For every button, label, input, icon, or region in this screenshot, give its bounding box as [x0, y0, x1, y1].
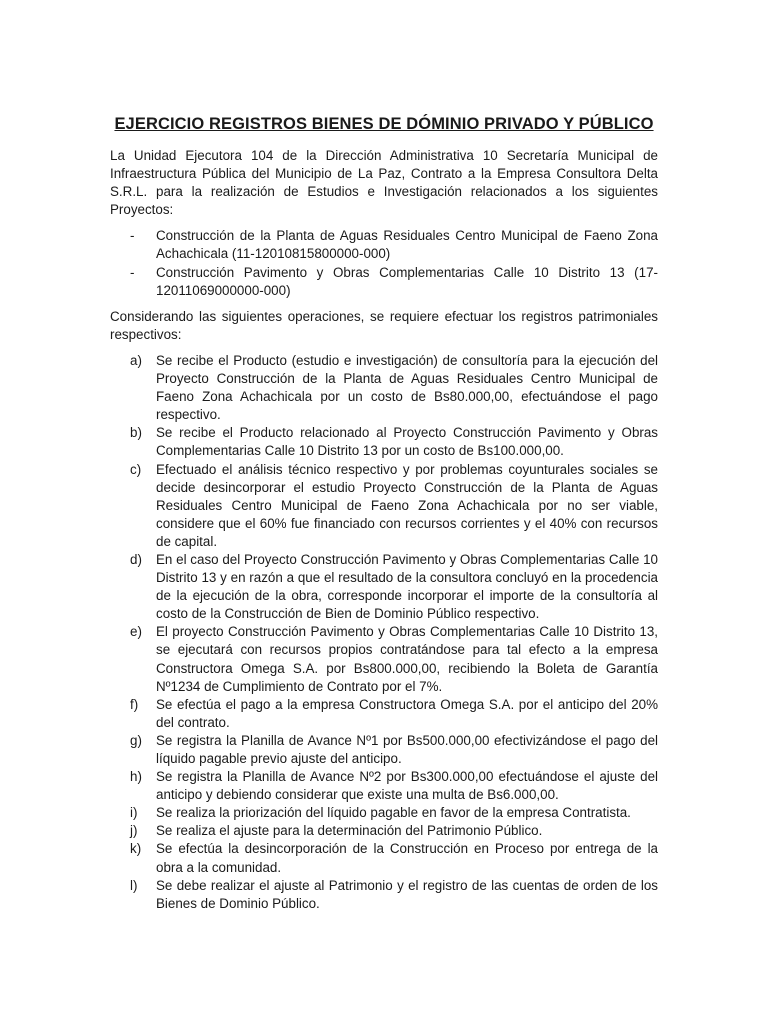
project-text: Construcción de la Planta de Aguas Residuales Centro Municipal de Faeno Zona Achachicala (11-12010815800000-000)	[156, 228, 658, 262]
operation-text: Se efectúa el pago a la empresa Constructora Omega S.A. por el anticipo del 20% del contrato.	[156, 696, 658, 730]
operation-item-d	[110, 551, 658, 623]
operation-text: Efectuado el análisis técnico respectivo y por problemas coyunturales sociales se decide desincorporar el estudio Proyecto Construcción de la Planta de Aguas Residuales Centro Municipal de Faeno Zona Achachicala por no ser viable, considere que el 60% fue financiado con recursos corrientes y el 40% con recursos de capital.	[156, 461, 658, 549]
operation-item-i	[110, 804, 658, 822]
operation-item-j	[110, 822, 658, 840]
operation-marker: c)	[130, 461, 142, 477]
project-item	[110, 227, 658, 263]
operation-text: El proyecto Construcción Pavimento y Obras Complementarias Calle 10 Distrito 13, se ejecutará con recursos propios contratándose para tal efecto a la empresa Constructora Omega S.A. por Bs800.000,00, recibiendo la Boleta de Garantía Nº1234 de Cumplimiento de Contrato por el 7%.	[156, 624, 658, 694]
operation-item-f	[110, 696, 658, 732]
operation-text: Se realiza el ajuste para la determinación del Patrimonio Público.	[156, 823, 543, 839]
operation-text: Se registra la Planilla de Avance Nº1 por Bs500.000,00 efectivizándose el pago del líquido pagable previo ajuste del anticipo.	[156, 732, 658, 766]
operation-marker: g)	[130, 732, 142, 748]
operation-text: Se recibe el Producto (estudio e investigación) de consultoría para la ejecución del Proyecto Construcción de la Planta de Aguas Residuales Centro Municipal de Faeno Zona Achachicala por un costo de Bs80.000,00, efectuándose el pago respectivo.	[156, 352, 658, 423]
operation-item-h	[110, 768, 658, 804]
document-title: EJERCICIO REGISTROS BIENES DE DÓMINIO PRIVADO Y PÚBLICO	[114, 115, 654, 133]
operation-text: Se registra la Planilla de Avance Nº2 por Bs300.000,00 efectuándose el ajuste del anticipo y debiendo considerar que existe una multa de Bs6.000,00.	[156, 769, 658, 803]
operation-marker: k)	[130, 841, 142, 857]
operation-item-e	[110, 623, 658, 695]
operation-text: Se debe realizar el ajuste al Patrimonio y el registro de las cuentas de orden de los Bienes de Dominio Público.	[156, 877, 658, 911]
operations-list	[110, 352, 658, 913]
operation-text: En el caso del Proyecto Construcción Pavimento y Obras Complementarias Calle 10 Distrito 13 y en razón a que el resultado de la consultora concluyó en la procedencia de la ejecución de la obra, corresponde incorporar el importe de la consultoría al costo de la Construcción de Bien de Dominio Público respectivo.	[156, 551, 658, 622]
operation-text: Se recibe el Producto relacionado al Proyecto Construcción Pavimento y Obras Complementarias Calle 10 Distrito 13 por un costo de Bs100.000,00.	[156, 425, 658, 459]
list-dash: -	[130, 228, 135, 244]
operation-marker: i)	[130, 805, 138, 821]
operation-item-k	[110, 840, 658, 876]
considering-paragraph: Considerando las siguientes operaciones, se requiere efectuar los registros patrimoniales respectivos:	[110, 308, 658, 342]
operation-text: Se realiza la priorización del líquido pagable en favor de la empresa Contratista.	[156, 805, 631, 821]
operation-marker: h)	[130, 769, 142, 785]
operation-item-a	[110, 352, 658, 424]
operation-marker: b)	[130, 425, 142, 441]
operation-marker: j)	[130, 823, 138, 839]
operation-text: Se efectúa la desincorporación de la Construcción en Proceso por entrega de la obra a la comunidad.	[156, 841, 658, 875]
operation-item-l	[110, 877, 658, 913]
list-dash: -	[130, 264, 135, 280]
operation-marker: l)	[130, 877, 138, 893]
project-item	[110, 264, 658, 300]
operation-item-g	[110, 732, 658, 768]
operation-item-b	[110, 424, 658, 460]
operation-marker: a)	[130, 352, 142, 368]
operation-marker: f)	[130, 696, 139, 712]
operation-marker: e)	[130, 624, 142, 640]
operation-item-c	[110, 461, 658, 551]
intro-paragraph: La Unidad Ejecutora 104 de la Dirección Administrativa 10 Secretaría Municipal de Infraestructura Pública del Municipio de La Paz, Contrato a la Empresa Consultora Delta S.R.L. para la realización de Estudios e Investigación relacionados a los siguientes Proyectos:	[110, 148, 658, 218]
project-text: Construcción Pavimento y Obras Complementarias Calle 10 Distrito 13 (17-12011069000000-000)	[156, 264, 658, 298]
projects-list	[110, 227, 658, 299]
operation-marker: d)	[130, 551, 142, 567]
